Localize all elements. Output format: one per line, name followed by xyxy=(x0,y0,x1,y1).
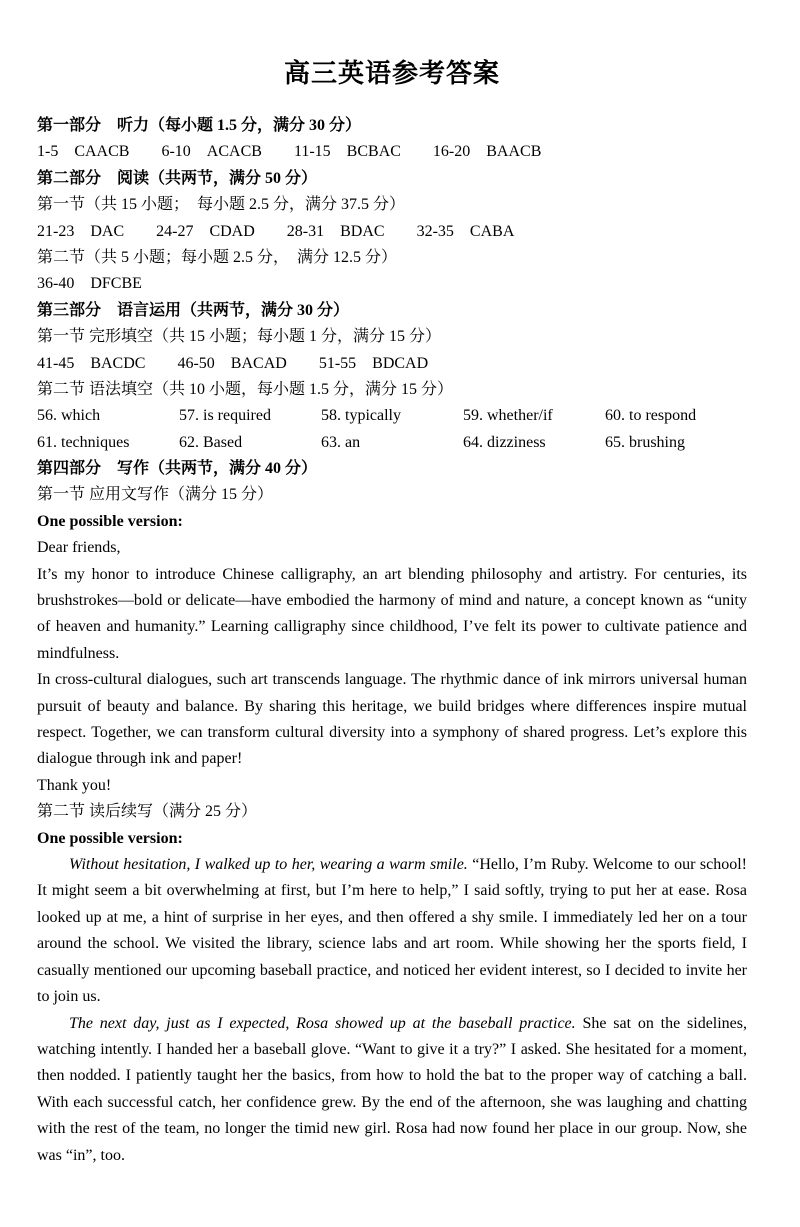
grammar-answer: 59. whether/if xyxy=(463,407,553,425)
grammar-answer: 62. Based xyxy=(179,433,243,451)
grammar-answer: 63. an xyxy=(321,433,361,451)
version-label: One possible version: xyxy=(37,512,183,530)
grammar-answer: 56. which xyxy=(37,407,101,425)
grammar-answer: 58. typically xyxy=(321,407,401,425)
answer-group: 21-23 DAC xyxy=(37,222,125,240)
answer-group: 46-50 BACAD xyxy=(177,354,287,372)
answer-group: 41-45 BACDC xyxy=(37,354,146,372)
answer-group: 1-5 CAACB xyxy=(37,143,130,161)
grammar-answer: 65. brushing xyxy=(605,433,685,451)
letter-closing: Thank you! xyxy=(37,776,112,794)
part3-heading: 第三部分 语言运用（共两节，满分 30 分） xyxy=(37,301,350,319)
grammar-answer: 61. techniques xyxy=(37,433,130,451)
answer-sheet xyxy=(37,58,747,1169)
page-title: 高三英语参考答案 xyxy=(283,59,500,88)
grammar-answers-row-1 xyxy=(37,403,747,429)
answer-group: 6-10 ACACB xyxy=(161,143,262,161)
part1-answers xyxy=(37,139,747,165)
part3-section2-heading: 第二节 语法填空（共 10 小题，每小题 1.5 分，满分 15 分） xyxy=(37,380,454,398)
paragraph-body: She sat on the sidelines, watching intently. I handed her a baseball glove. “Want to give it a try?” I asked. She hesitated for a moment, then nodded. I patiently taught her the basics, from how to hold the bat to the proper way of catching a ball. With each successful catch, her confidence grew. By the end of the afternoon, she was laughing and chatting with the rest of the team, no longer the timid new girl. Rosa had now found her place in our group. Now, she was “in”, too. xyxy=(37,1014,748,1164)
grammar-answer: 57. is required xyxy=(179,407,271,425)
part2-heading: 第二部分 阅读（共两节，满分 50 分） xyxy=(37,169,318,187)
continuation-paragraph-1 xyxy=(37,852,747,1010)
letter-paragraph-2: In cross-cultural dialogues, such art transcends language. The rhythmic dance of ink mirrors universal human pursuit of beauty and balance. By sharing this heritage, we build bridges where differences inspire mutual respect. Together, we can transform cultural diversity into a symphony of shared progress. Let’s explore this dialogue through ink and paper! xyxy=(37,671,747,768)
letter-paragraph-1: It’s my honor to introduce Chinese calligraphy, an art blending philosophy and artistry. For centuries, its brushstrokes—bold or delicate—have embodied the harmony of mind and nature, a concept known as “unity of heaven and humanity.” Learning calligraphy since childhood, I’ve felt its power to cultivate patience and mindfulness. xyxy=(37,565,747,662)
continuation-paragraph-2 xyxy=(37,1011,747,1169)
part2-section2-answers xyxy=(37,271,747,297)
part4-heading: 第四部分 写作（共两节，满分 40 分） xyxy=(37,460,318,478)
part1-heading: 第一部分 听力（每小题 1.5 分，满分 30 分） xyxy=(37,117,362,134)
paragraph-lead-sentence: Without hesitation, I walked up to her, wearing a warm smile. xyxy=(69,856,468,874)
answer-group: 51-55 BDCAD xyxy=(318,354,429,372)
part2-section1-answers xyxy=(37,219,747,245)
answer-group: 24-27 CDAD xyxy=(156,222,255,240)
part4-section2-heading: 第二节 读后续写（满分 25 分） xyxy=(37,803,258,821)
part4-section1-heading: 第一节 应用文写作（满分 15 分） xyxy=(37,486,274,504)
grammar-answer: 64. dizziness xyxy=(463,433,546,451)
answer-group: 32-35 CABA xyxy=(416,222,515,240)
part2-section1-heading: 第一节（共 15 小题； 每小题 2.5 分，满分 37.5 分） xyxy=(37,196,406,214)
letter-greeting: Dear friends, xyxy=(37,539,121,557)
answer-group: 28-31 BDAC xyxy=(286,222,385,240)
part3-section1-answers xyxy=(37,351,747,377)
answer-group: 11-15 BCBAC xyxy=(293,143,401,161)
grammar-answer: 60. to respond xyxy=(605,407,697,425)
paragraph-lead-sentence: The next day, just as I expected, Rosa showed up at the baseball practice. xyxy=(69,1014,576,1032)
grammar-answers-row-2 xyxy=(37,430,747,456)
answer-group: 36-40 DFCBE xyxy=(37,275,142,293)
version-label: One possible version: xyxy=(37,829,183,847)
answer-group: 16-20 BAACB xyxy=(432,143,542,161)
part3-section1-heading: 第一节 完形填空（共 15 小题；每小题 1 分，满分 15 分） xyxy=(37,328,442,346)
paragraph-body: “Hello, I’m Ruby. Welcome to our school! It might seem a bit overwhelming at first, but I’m here to help,” I said softly, trying to put her at ease. Rosa looked up at me, a hint of surprise in her eyes, and then offered a shy smile. I immediately led her on a tour around the school. We visited the library, science labs and art room. While showing her the sports field, I casually mentioned our upcoming baseball practice, and noticed her evident interest, so I decided to invite her to join us. xyxy=(37,856,748,1006)
part2-section2-heading: 第二节（共 5 小题；每小题 2.5 分， 满分 12.5 分） xyxy=(37,248,398,266)
